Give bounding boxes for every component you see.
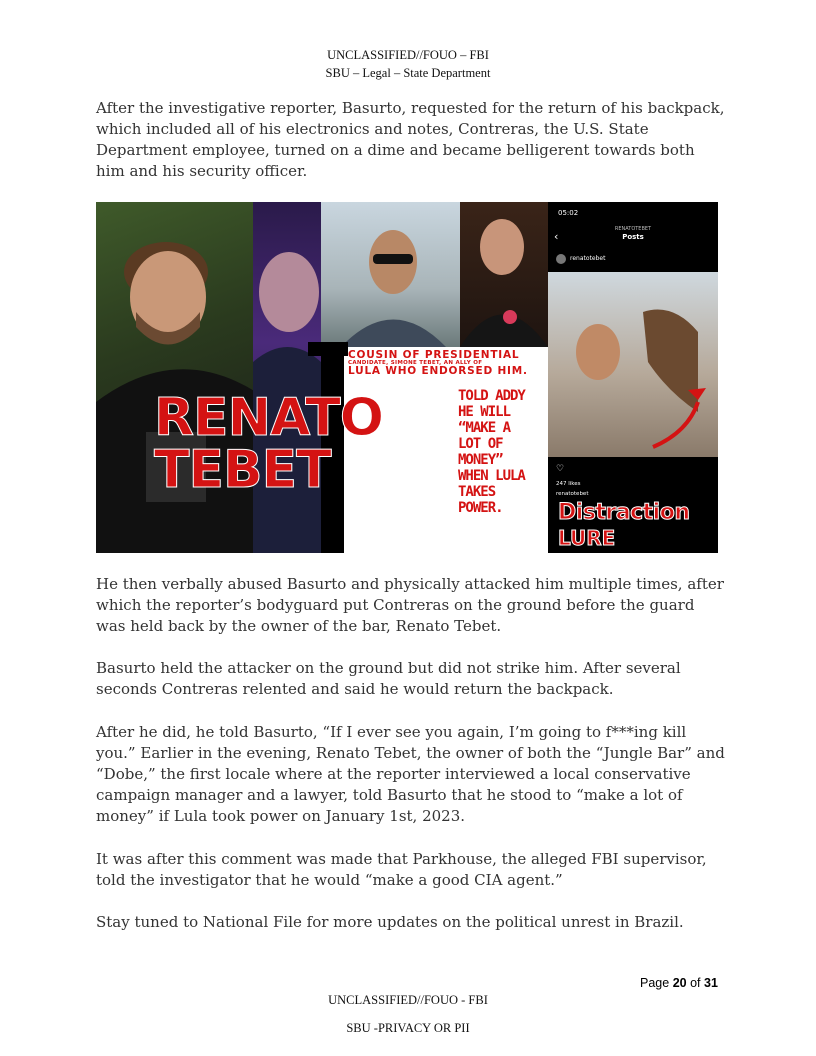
paragraph-3: Basurto held the attacker on the ground but did not strike him. After several seconds Contreras relented and said he would return the backpack. <box>96 659 681 698</box>
quote-line-1: TOLD ADDY <box>458 388 525 404</box>
redaction-bar <box>308 342 348 356</box>
person-photo-2 <box>253 202 321 553</box>
cousin-line-3: LULA WHO ENDORSED HIM. <box>348 365 528 377</box>
cousin-line-1: COUSIN OF PRESIDENTIAL <box>348 349 520 361</box>
person-photo-4 <box>460 202 548 347</box>
page-number <box>640 976 718 990</box>
distraction-label: Distraction <box>558 500 690 525</box>
page-number-prefix: Page <box>640 976 670 990</box>
instagram-screenshot <box>548 202 718 553</box>
photo-panel-2 <box>253 202 321 553</box>
phone-posts-title: Posts <box>622 233 644 241</box>
cousin-caption <box>346 349 546 377</box>
quote-line-6: WHEN LULA <box>458 468 525 484</box>
collage-image <box>96 202 718 553</box>
phone-account-label: RENATOTEBET <box>614 226 652 232</box>
phone-time: 05:02 <box>558 209 579 217</box>
quote-block <box>458 388 544 516</box>
like-icon: ♡ <box>556 464 565 474</box>
page-number-current: 20 <box>672 976 687 990</box>
paragraph-1: After the investigative reporter, Basurto, requested for the return of his backpack, which included all of his electronics and notes, Contreras, the U.S. State Department employee, turned on a dime and became belligerent towards both him and his security officer. <box>96 99 725 180</box>
name-line-1: RENATO <box>154 388 383 448</box>
paragraph-2: He then verbally abused Basurto and physically attacked him multiple times, after which the reporter’s bodyguard put Contreras on the ground before the guard was held back by the owner of the bar, Renato Tebet. <box>96 575 724 635</box>
photo-panel-3 <box>321 202 460 347</box>
lure-label: LURE <box>558 526 616 550</box>
paragraph-6: Stay tuned to National File for more updates on the political unrest in Brazil. <box>96 913 684 931</box>
name-line-2: TEBET <box>154 440 331 500</box>
footer-classification: UNCLASSIFIED//FOUO - FBI <box>328 993 488 1007</box>
couple-photo <box>548 272 718 457</box>
avatar <box>556 254 566 264</box>
caption-user: renatotebet <box>556 491 589 497</box>
cousin-line-2: CANDIDATE, SIMONE TEBET, AN ALLY OF <box>348 360 483 366</box>
paragraph-5: It was after this comment was made that Parkhouse, the alleged FBI supervisor, told the investigator that he would “make a good CIA agent.” <box>96 850 707 889</box>
person-photo-3 <box>321 202 460 347</box>
paragraph-4: After he did, he told Basurto, “If I ever see you again, I’m going to f***ing kill you.” Earlier in the evening, Renato Tebet, the owner of both the “Jungle Bar” and “Dobe,” the first locale where at the reporter interviewed a local conservative campaign manager and a lawyer, told Basurto that he stood to “make a lot of money” if Lula took power on January 1st, 2023. <box>96 723 725 825</box>
quote-line-5: MONEY” <box>458 452 503 468</box>
quote-line-4: LOT OF <box>458 436 503 452</box>
photo-panel-1 <box>96 202 256 553</box>
page-number-total: 31 <box>704 976 718 990</box>
back-icon: ‹ <box>554 230 559 243</box>
instagram-photo <box>548 272 718 457</box>
phone-username: renatotebet <box>570 255 606 262</box>
quote-line-8: POWER. <box>458 500 503 516</box>
footer-designation: SBU -PRIVACY OR PII <box>346 1021 470 1035</box>
header-designation: SBU – Legal – State Department <box>325 66 491 80</box>
quote-line-2: HE WILL <box>458 404 511 420</box>
page-number-separator: of <box>690 976 701 990</box>
quote-line-7: TAKES <box>458 484 496 500</box>
header-classification: UNCLASSIFIED//FOUO – FBI <box>327 48 489 62</box>
person-photo-1 <box>96 202 256 553</box>
quote-line-3: “MAKE A <box>458 420 511 436</box>
likes-count: 247 likes <box>556 481 581 487</box>
photo-panel-4 <box>460 202 548 347</box>
